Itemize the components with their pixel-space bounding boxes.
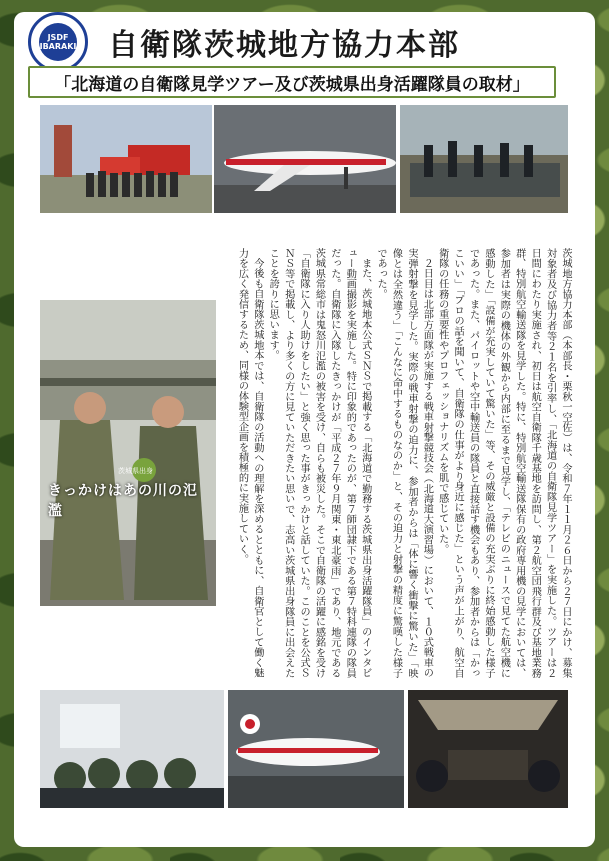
photo-government-aircraft-hangar	[214, 105, 396, 213]
article-paragraph: 茨城地方協力本部（本部長・栗秋一空佐）は、令和７年１１月２６日から２７日にかけ、募集対象者及び協力者等２１名を引率し、「北海道の自衛隊見学ツアー」を実施した。ツアーは２日間にわたり実施され、初日は航空自衛隊千歳基地を訪問し、第２航空団飛行群及び基地業務群、特別航空輸送隊を見学した。特に、特別航空輸送隊保有の政府専用機の見学においては、参加者は実際の機体の外観から内部に至るまで見学し、「テレビのニュースで見てた航空機に感動した」「設備が充実していて驚いた」等、その威厳と設備の充実ぶりに終始感動した様子であった。また、パイロットや空中輸送員の隊員と直接話す機会もあり、参加者からは「かっこいい」「プロの話を聞いて、自衛隊の仕事がより身近に感じた」という声が上がり、航空自衛隊の任務の重要性やプロフェッショナリズムを肌で感じていた。	[436, 248, 571, 678]
photo-cockpit	[408, 690, 568, 808]
jsdf-ibaraki-logo	[28, 12, 88, 72]
photo-caption-small: 茨城県出身	[118, 467, 153, 475]
photo-tank-viewing	[400, 105, 568, 213]
photo-caption: きっかけはあの川の氾濫	[48, 483, 198, 519]
logo-text: JSDF IBARAKI	[39, 23, 77, 61]
photo-fire-truck-group	[40, 105, 212, 213]
header	[28, 14, 581, 70]
photo-government-aircraft	[228, 690, 404, 808]
photo-soldiers-interview	[40, 300, 216, 606]
page-title: 自衛隊茨城地方協力本部	[108, 28, 460, 63]
article-paragraph: 今後も自衛隊茨城地本では、自衛隊の活動への理解を深めるとともに、自衛官として働く魅力を広く発信するため、同様の体験型企画を積極的に実施していく。	[236, 248, 263, 678]
photo-participants-briefing	[40, 690, 224, 808]
article-headline: 「北海道の自衛隊見学ツアー及び茨城県出身活躍隊員の取材」	[28, 66, 556, 98]
article-body	[228, 248, 573, 678]
article-paragraph: ２日目は北部方面隊が実施する戦車射撃競技会（北海道大演習場）において、１０式戦車の実弾射撃を見学した。実際の戦車射撃の迫力に、参加者からは「体に響く衝撃に驚いた」「映像とは全然違う」「こんなに命中するものなのか」と、その迫力と射撃の精度に驚嘆した様子であった。	[375, 248, 433, 678]
article-paragraph: また、茨城地本公式ＳＮＳで掲載する「北海道で勤務する茨城県出身活躍隊員」のインタビュー動画撮影を実施した。特に印象的であったのが、第７師団隷下である第７特科連隊の隊員だった。自衛隊に入隊したきっかけが「平成２７年９月関東・東北豪雨」であり、地元である茨城県常総市は鬼怒川氾濫の被害を受け、自らも被災した。そこで自衛隊の活躍に感銘を受け「自衛隊に入り人助けをしたい」と強く思った事がきっかけと話していた。このことを公式ＳＮＳ等で掲載し、より多くの方に見ていただきたい思いで、志高い茨城県出身隊員に出会えたことを誇りに思います。	[267, 248, 371, 678]
